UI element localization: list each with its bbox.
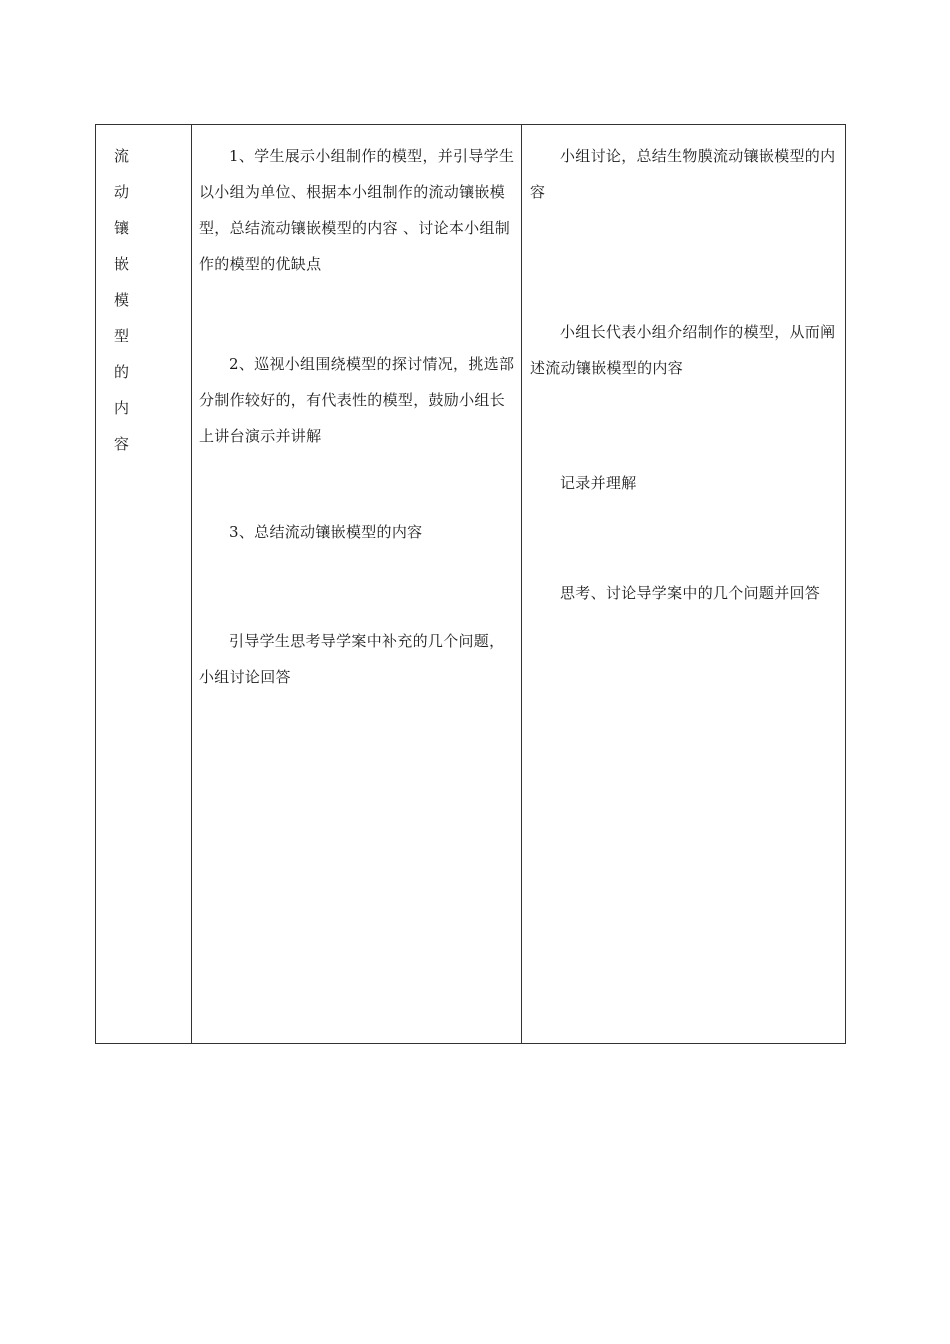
topic-char: 动 [114, 183, 130, 201]
student-step-1: 小组讨论，总结生物膜流动镶嵌模型的内容 [530, 147, 836, 201]
teacher-step-4: 引导学生思考导学案中补充的几个问题，小组讨论回答 [199, 632, 505, 686]
topic-column [96, 125, 192, 1043]
topic-char: 容 [114, 435, 130, 453]
topic-char: 镶 [114, 219, 130, 237]
topic-char: 嵌 [114, 255, 130, 273]
topic-char: 内 [114, 399, 130, 417]
lesson-table [95, 124, 846, 1044]
topic-char: 模 [114, 291, 130, 309]
teacher-step-2: 2、巡视小组围绕模型的探讨情况，挑选部分制作较好的，有代表性的模型，鼓励小组长上讲台演示并讲解 [199, 355, 515, 445]
student-step-3: 记录并理解 [560, 474, 637, 492]
topic-char: 型 [114, 327, 130, 345]
student-step-4: 思考、讨论导学案中的几个问题并回答 [560, 584, 821, 602]
student-activity-column [522, 125, 845, 1043]
student-step-2: 小组长代表小组介绍制作的模型，从而阐述流动镶嵌模型的内容 [530, 323, 836, 377]
teacher-activity-column [191, 125, 522, 1043]
topic-char: 流 [114, 147, 130, 165]
teacher-step-3: 3、总结流动镶嵌模型的内容 [229, 523, 423, 541]
topic-char: 的 [114, 363, 130, 381]
teacher-step-1: 1、学生展示小组制作的模型，并引导学生以小组为单位、根据本小组制作的流动镶嵌模型，总结流动镶嵌模型的内容 、讨论本小组制作的模型的优缺点 [199, 147, 515, 273]
